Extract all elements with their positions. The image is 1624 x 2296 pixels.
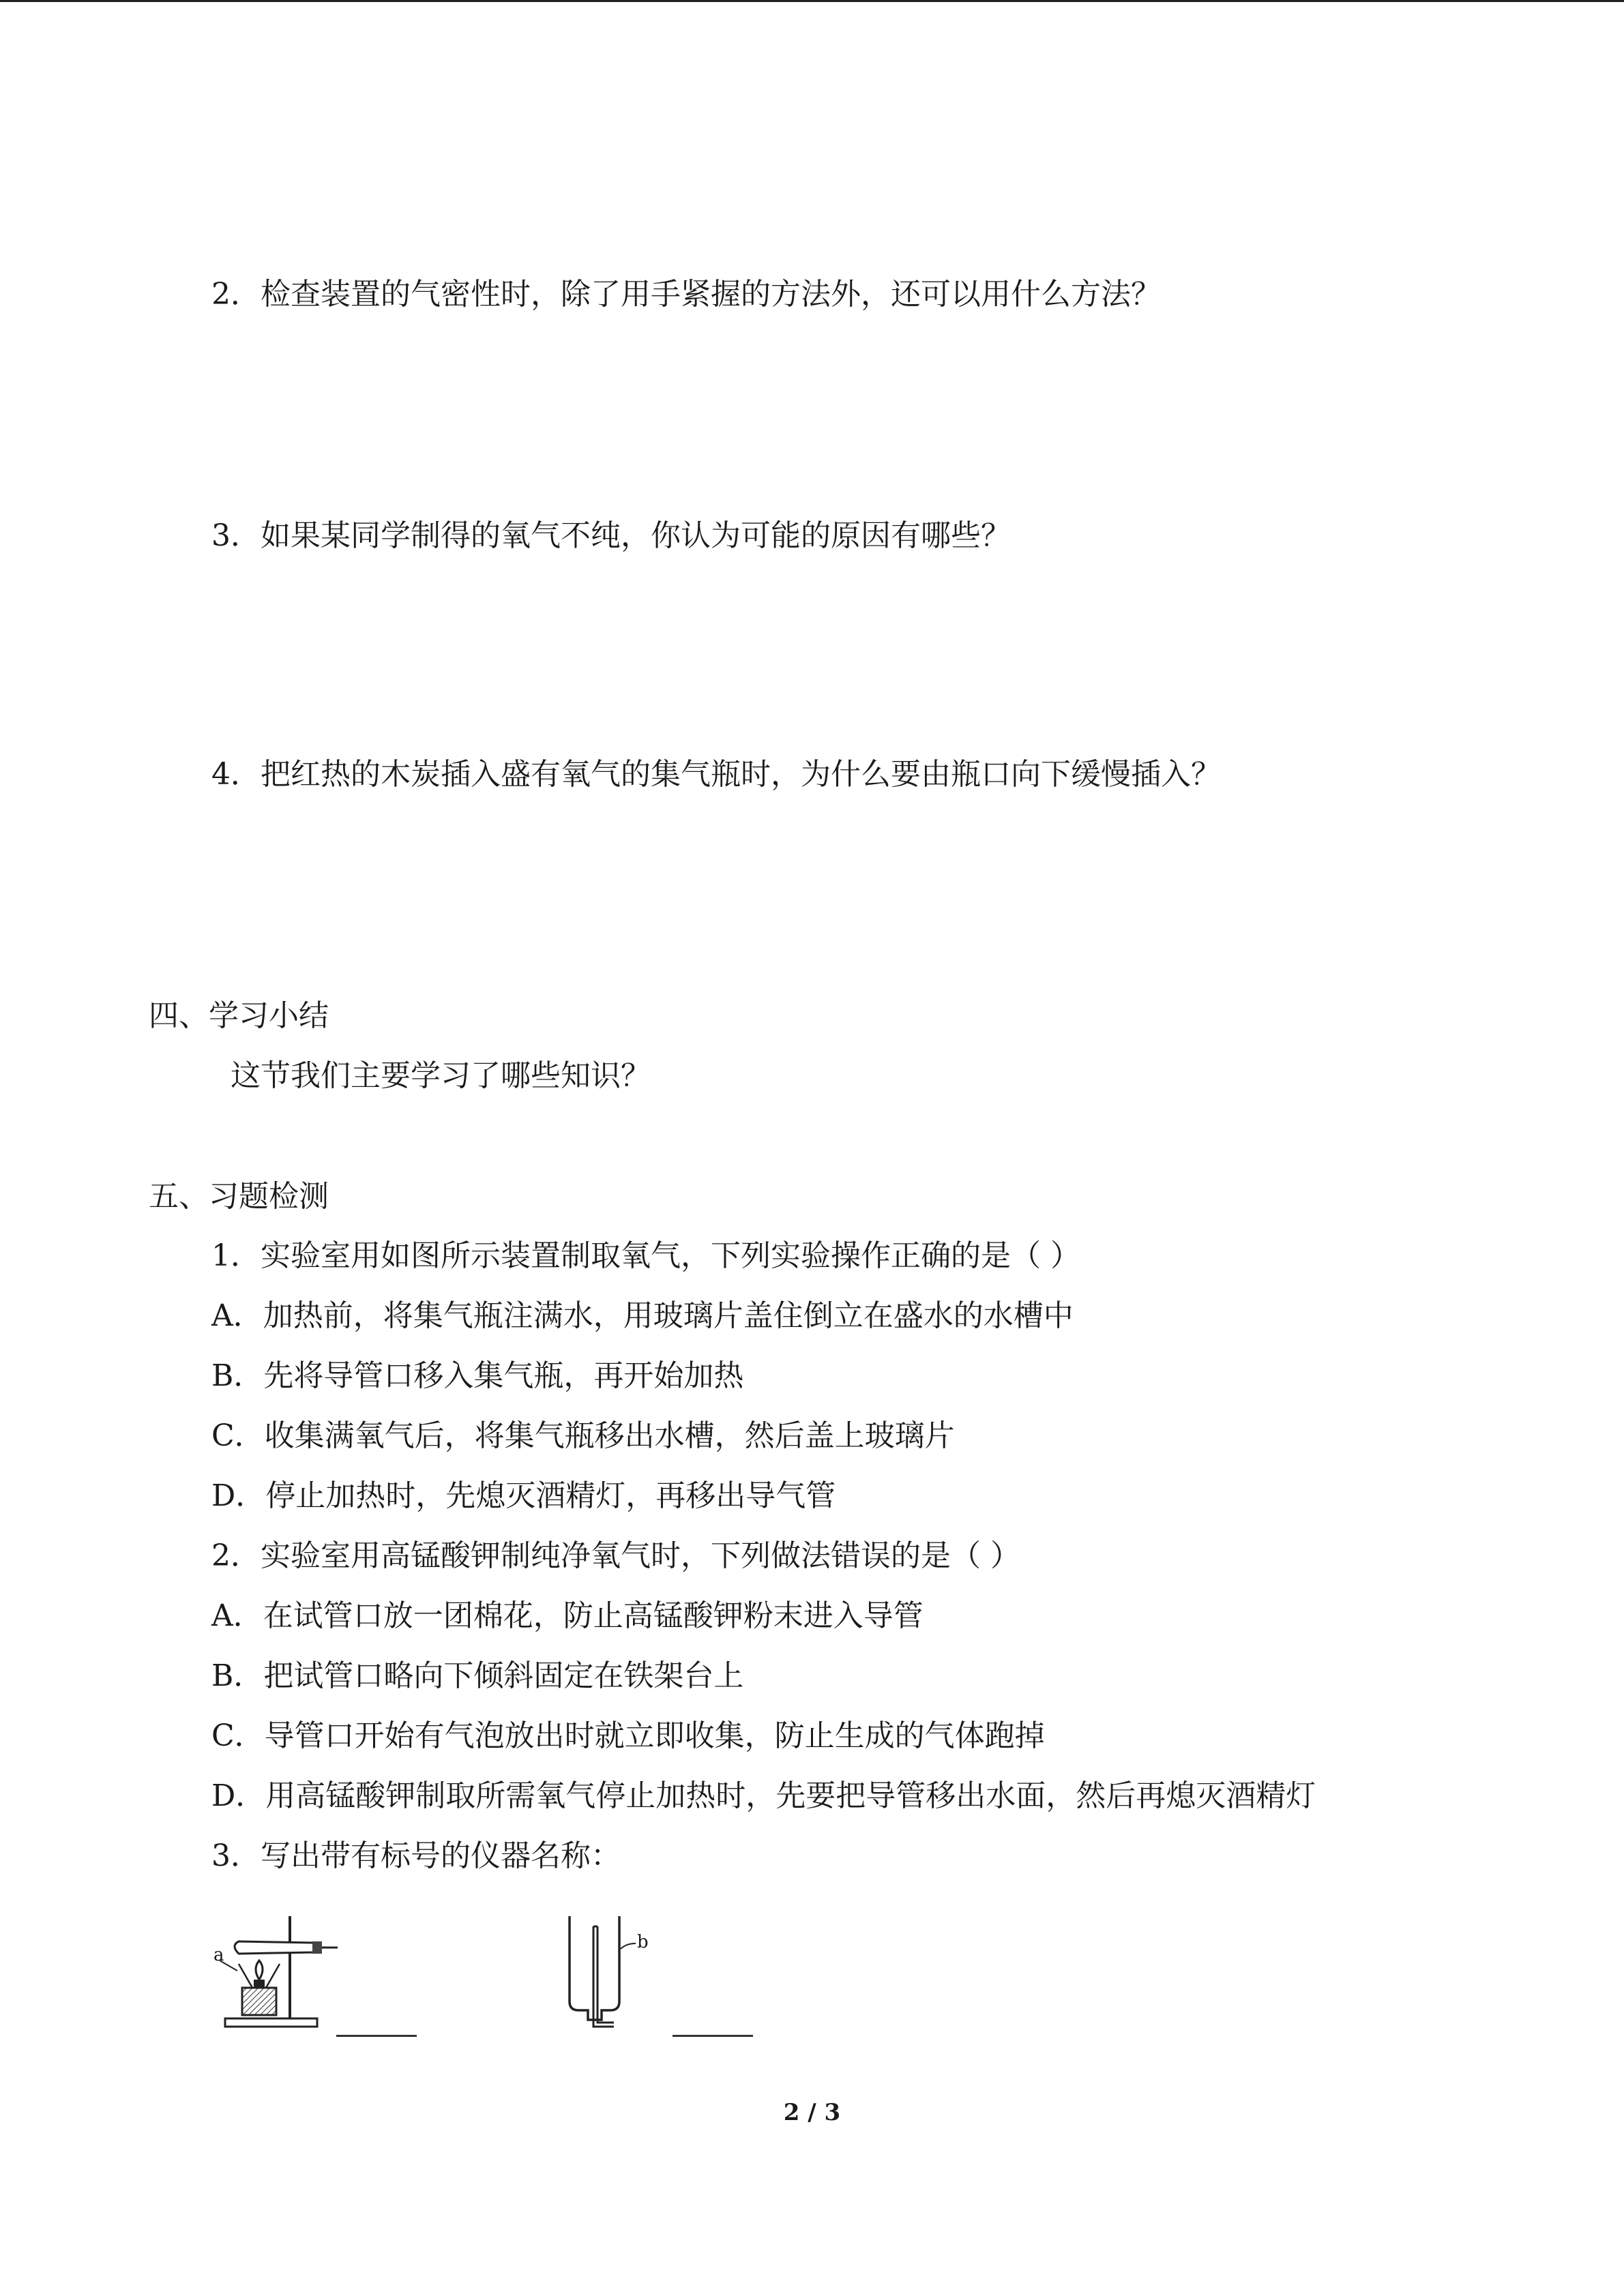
answer-blank-b[interactable] [673,2035,753,2037]
gas-bottle-figure [559,1909,668,2032]
exercise-3-stem: 3．写出带有标号的仪器名称： [211,1838,621,1873]
exercise-2-option-a: A．在试管口放一团棉花，防止高锰酸钾粉末进入导管 [211,1598,924,1633]
exercise-1-option-c: C．收集满氧气后，将集气瓶移出水槽，然后盖上玻璃片 [211,1418,955,1453]
question-2: 2．检查装置的气密性时，除了用手紧握的方法外，还可以用什么方法？ [211,277,1161,312]
exercise-2-option-b: B．把试管口略向下倾斜固定在铁架台上 [211,1658,744,1693]
question-4: 4．把红热的木炭插入盛有氧气的集气瓶时，为什么要由瓶口向下缓慢插入？ [211,757,1221,792]
exercise-1-option-d: D．停止加热时，先熄灭酒精灯，再移出导气管 [211,1478,836,1513]
exercise-2-option-d: D．用高锰酸钾制取所需氧气停止加热时，先要把导管移出水面，然后再熄灭酒精灯 [211,1778,1316,1813]
exercise-2-option-c: C．导管口开始有气泡放出时就立即收集，防止生成的气体跑掉 [211,1718,1045,1753]
label-b: b [637,1932,649,1952]
exercise-1-option-b: B．先将导管口移入集气瓶，再开始加热 [211,1358,744,1393]
section-4-prompt: 这节我们主要学习了哪些知识？ [231,1058,651,1093]
page-number: 2 / 3 [783,2099,841,2126]
section-4-title: 四、学习小结 [149,998,329,1033]
page-top-border [0,0,1624,2]
exercise-1-stem: 1．实验室用如图所示装置制取氧气，下列实验操作正确的是（ ） [211,1238,1080,1273]
section-5-title: 五、习题检测 [149,1179,329,1214]
answer-blank-a[interactable] [336,2035,417,2037]
label-a: a [213,1945,224,1965]
heating-apparatus-figure [211,1913,348,2036]
exercise-1-option-a: A．加热前，将集气瓶注满水，用玻璃片盖住倒立在盛水的水槽中 [211,1298,1074,1333]
question-3: 3．如果某同学制得的氧气不纯，你认为可能的原因有哪些？ [211,518,1011,553]
exercise-2-stem: 2．实验室用高锰酸钾制纯净氧气时，下列做法错误的是（ ） [211,1538,1020,1573]
